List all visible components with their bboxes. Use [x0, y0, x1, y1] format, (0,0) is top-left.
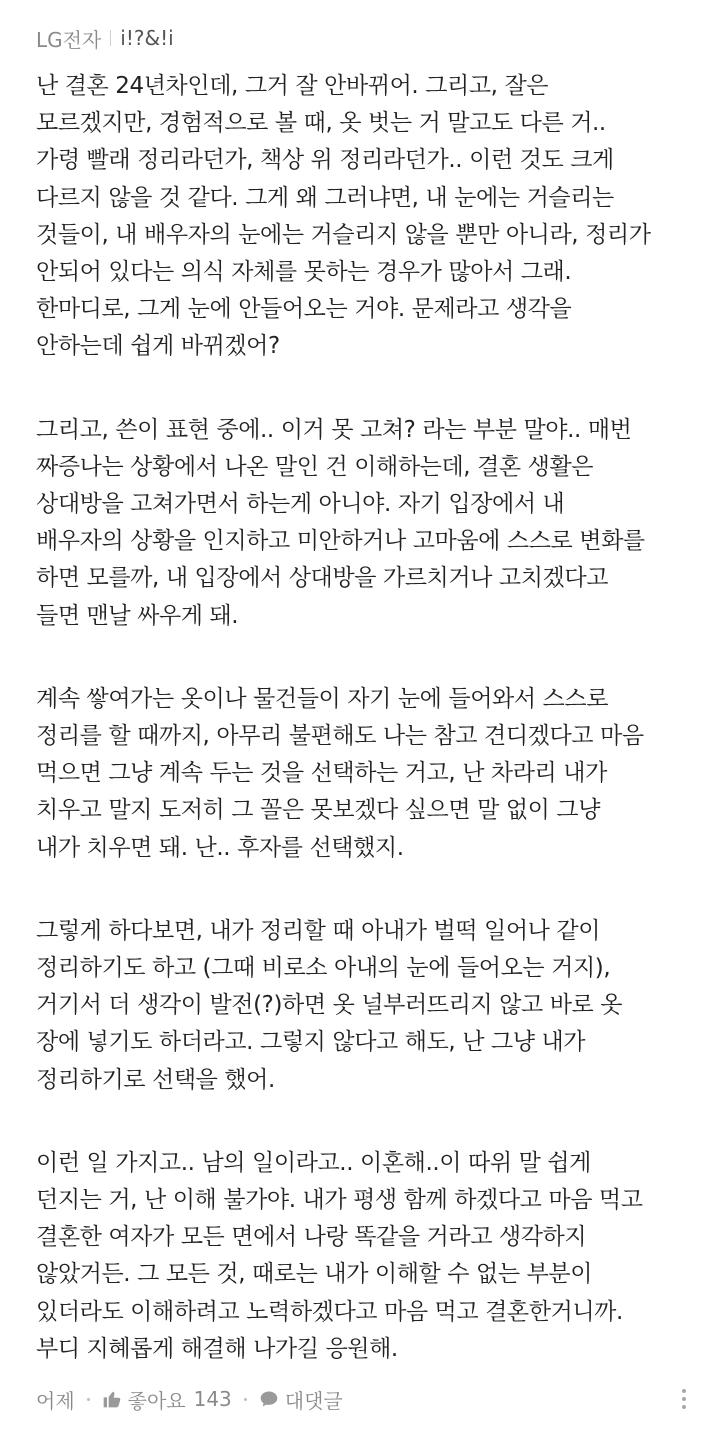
thumbs-up-icon — [102, 1389, 122, 1409]
author-name[interactable]: LG전자 — [36, 27, 102, 52]
comment-line: 상대방을 고쳐가면서 하는게 아니야. 자기 입장에서 내 — [36, 491, 565, 518]
comment-line: 그리고, 쓴이 표현 중에.. 이거 못 고쳐? 라는 부분 말야.. 매번 — [36, 416, 632, 443]
comment-line: 안되어 있다는 의식 자체를 못하는 경우가 많아서 그래. — [36, 259, 572, 286]
comment-line: 거기서 더 생각이 발전(?)하면 옷 널부러뜨리지 않고 바로 옷 — [36, 992, 623, 1019]
more-dot — [682, 1389, 686, 1393]
comment-paragraph — [36, 68, 726, 366]
comment-line: 않았거든. 그 모든 것, 때로는 내가 이해할 수 없는 부분이 — [36, 1261, 593, 1288]
comment-line: 치우고 말지 도저히 그 꼴은 못보겠다 싶으면 말 없이 그냥 — [36, 797, 601, 824]
comment-line: 이런 일 가지고.. 남의 일이라고.. 이혼해..이 따위 말 쉽게 — [36, 1149, 591, 1176]
more-dot — [682, 1405, 686, 1409]
comment-line: 계속 쌓여가는 옷이나 물건들이 자기 눈에 들어와서 스스로 — [36, 685, 609, 712]
comment-paragraph — [36, 1145, 726, 1368]
comment-time: 어제 — [36, 1388, 75, 1413]
paragraph-spacer — [36, 1099, 726, 1145]
like-count: 143 — [193, 1387, 232, 1411]
paragraph-spacer — [36, 635, 726, 681]
reply-button[interactable] — [259, 1385, 343, 1414]
reply-label: 대댓글 — [284, 1388, 343, 1413]
comment-line: 가령 빨래 정리라던가, 책상 위 정리라던가.. 이런 것도 크게 — [36, 147, 614, 174]
more-dot — [682, 1397, 686, 1401]
comment-line: 있더라도 이해하려고 노력하겠다고 마음 먹고 결혼한거니까. — [36, 1298, 623, 1325]
footer-separator — [244, 1398, 247, 1401]
comment-line: 것들이, 내 배우자의 눈에는 거슬리지 않을 뿐만 아니라, 정리가 — [36, 221, 651, 248]
comment-paragraph — [36, 412, 726, 635]
comment-line: 한마디로, 그게 눈에 안들어오는 거야. 문제라고 생각을 — [36, 296, 572, 323]
paragraph-spacer — [36, 366, 726, 412]
comment-body — [36, 68, 726, 1368]
comment-line: 장에 넣기도 하더라고. 그렇지 않다고 해도, 난 그냥 내가 — [36, 1029, 586, 1056]
comment-line: 난 결혼 24년차인데, 그거 잘 안바뀌어. 그리고, 잘은 — [36, 73, 549, 99]
comment-line: 결혼한 여자가 모든 면에서 나랑 똑같을 거라고 생각하지 — [36, 1224, 587, 1251]
comment-line: 안하는데 쉽게 바뀌겠어? — [36, 333, 280, 360]
comment-header — [36, 22, 174, 54]
speech-bubble-icon — [259, 1389, 279, 1409]
footer-separator — [87, 1398, 90, 1401]
author-nickname[interactable]: i!?&!i — [120, 26, 174, 50]
paragraph-spacer — [36, 867, 726, 913]
comment-line: 하면 모를까, 내 입장에서 상대방을 가르치거나 고치겠다고 — [36, 565, 609, 592]
comment-paragraph — [36, 681, 726, 867]
comment-line: 내가 치우면 돼. 난.. 후자를 선택했지. — [36, 834, 404, 861]
comment-line: 그렇게 하다보면, 내가 정리할 때 아내가 벌떡 일어나 같이 — [36, 917, 601, 944]
comment-footer — [36, 1382, 696, 1416]
header-divider — [110, 30, 111, 46]
comment-line: 먹으면 그냥 계속 두는 것을 선택하는 거고, 난 차라리 내가 — [36, 760, 607, 787]
comment-paragraph — [36, 913, 726, 1099]
comment-line: 정리를 할 때까지, 아무리 불편해도 나는 참고 견디겠다고 마음 — [36, 723, 644, 750]
comment-line: 배우자의 상황을 인지하고 미안하거나 고마움에 스스로 변화를 — [36, 528, 645, 555]
comment-line: 정리하기로 선택을 했어. — [36, 1066, 275, 1093]
comment-line: 들면 맨날 싸우게 돼. — [36, 602, 239, 629]
comment-line: 부디 지혜롭게 해결해 나가길 응원해. — [36, 1335, 398, 1362]
like-button[interactable] — [102, 1385, 232, 1414]
comment-line: 정리하기도 하고 (그때 비로소 아내의 눈에 들어오는 거지), — [36, 955, 611, 982]
more-vertical-icon[interactable] — [672, 1382, 696, 1416]
comment-line: 다르지 않을 것 같다. 그게 왜 그러냐면, 내 눈에는 거슬리는 — [36, 184, 614, 211]
comment-line: 던지는 거, 난 이해 불가야. 내가 평생 함께 하겠다고 마음 먹고 — [36, 1187, 643, 1214]
comment-line: 모르겠지만, 경험적으로 볼 때, 옷 벗는 거 말고도 다른 거.. — [36, 110, 606, 137]
like-label: 좋아요 — [127, 1388, 186, 1413]
comment-line: 짜증나는 상황에서 나온 말인 건 이해하는데, 결혼 생활은 — [36, 453, 594, 480]
